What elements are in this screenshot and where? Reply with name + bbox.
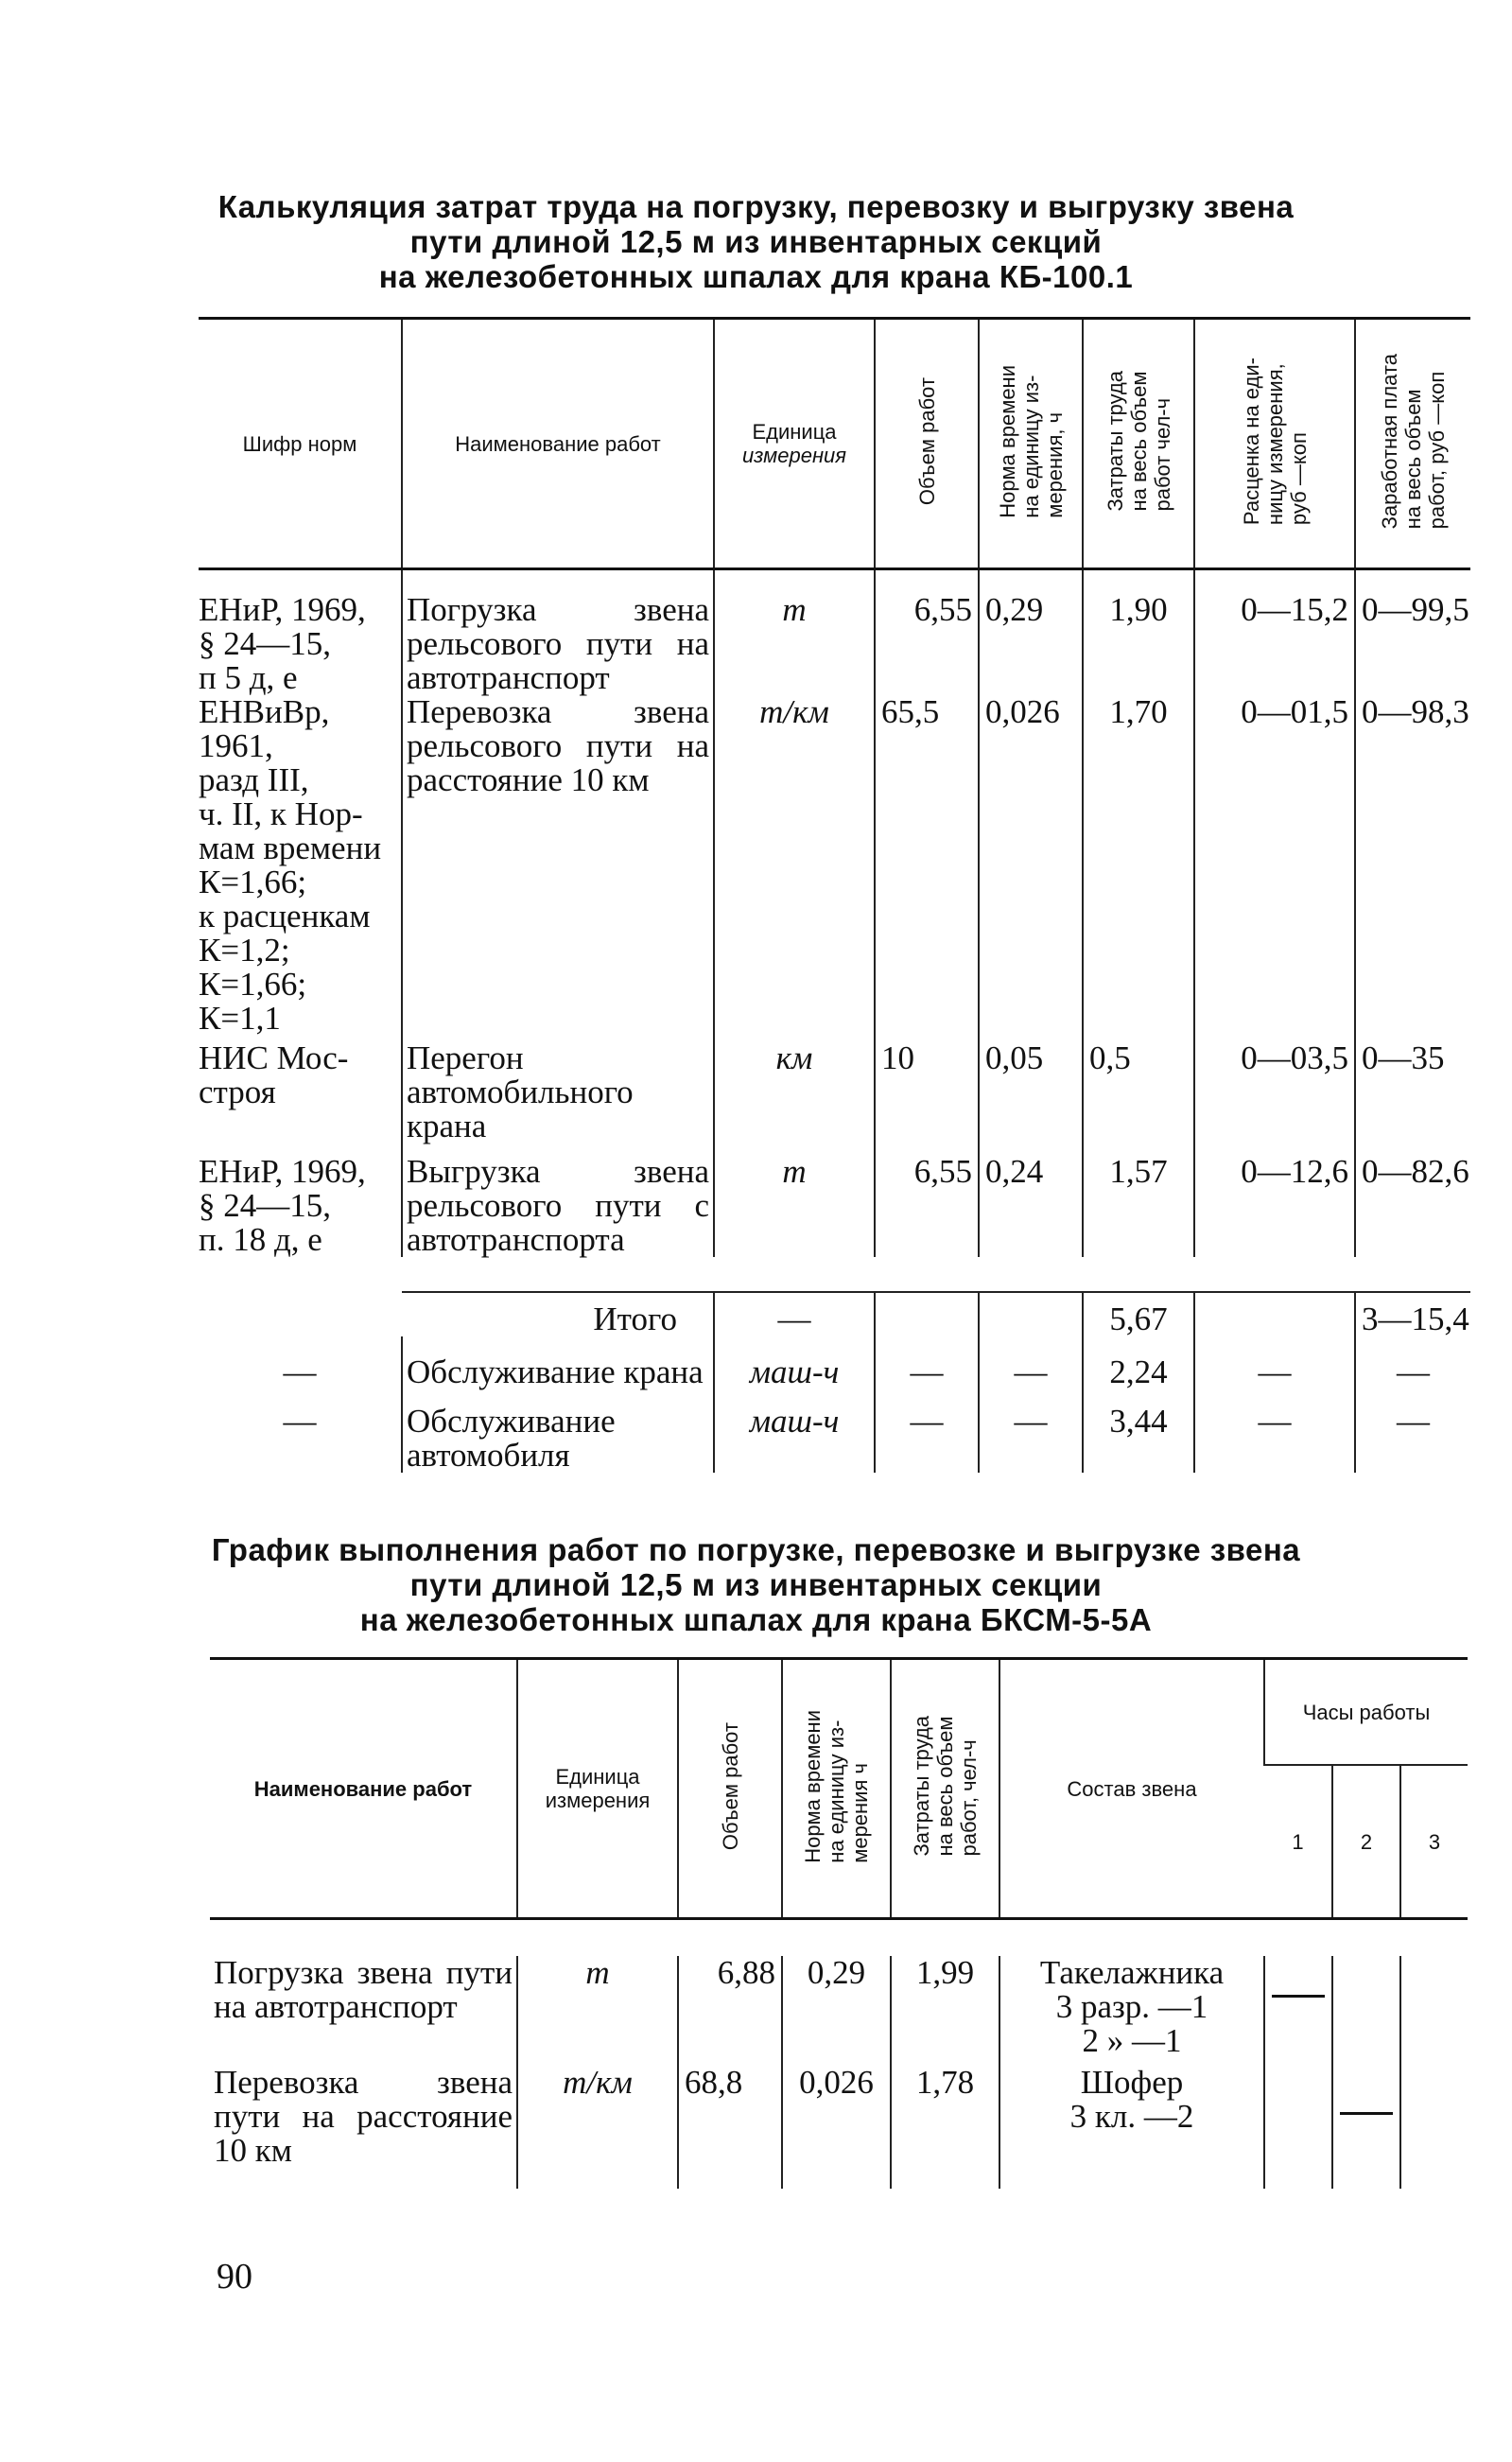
- volume: 10: [875, 1036, 979, 1144]
- norm-code-line: К=1,66;: [199, 864, 307, 900]
- norm-code-line: НИС Мос-: [199, 1039, 349, 1076]
- hour-3-cell: [1400, 1956, 1468, 2058]
- norm-code-cell: [199, 1144, 402, 1257]
- header-hour-1: 1: [1264, 1765, 1332, 1919]
- norm-code-line: § 24—15,: [199, 1187, 331, 1224]
- volume: —: [875, 1336, 979, 1389]
- hour-1-cell: [1264, 2058, 1332, 2189]
- volume: —: [875, 1389, 979, 1473]
- work-name: Перевозка звена рельсового пути на расстояние 10 км: [402, 695, 714, 1036]
- hour-3-cell: [1400, 2058, 1468, 2189]
- time-norm: 0,24: [979, 1144, 1083, 1257]
- header-rate-line: ницу измерения,: [1262, 363, 1287, 526]
- wage: —: [1355, 1389, 1470, 1473]
- labor-cost: 1,99: [891, 1956, 999, 2058]
- total-unit: —: [714, 1292, 875, 1336]
- header-norm: [979, 319, 1083, 569]
- norm-code-cell: —: [283, 1403, 317, 1440]
- norm-code-line: п. 18 д, е: [199, 1221, 322, 1258]
- work-schedule-table: [210, 1657, 1468, 2189]
- norm-code-line: к расценкам: [199, 898, 371, 934]
- header-labor: [1083, 319, 1194, 569]
- crew-line: 2 » —1: [1082, 2022, 1182, 2059]
- crew-composition: [999, 2058, 1264, 2189]
- norm-code-line: ЕНВиВр,: [199, 693, 330, 730]
- page-number: 90: [217, 2257, 252, 2296]
- header-rate: [1194, 319, 1355, 569]
- header-volume: [678, 1659, 782, 1919]
- unit: т: [517, 1956, 678, 2058]
- wage: —: [1355, 1336, 1470, 1389]
- header-norm: [782, 1659, 891, 1919]
- labor-cost: 2,24: [1083, 1336, 1194, 1389]
- norm-code-line: разд III,: [199, 761, 309, 798]
- unit: маш-ч: [714, 1336, 875, 1389]
- header-volume: [875, 319, 979, 569]
- crew-line: Такелажника: [1039, 1954, 1225, 1991]
- table2-title: [0, 1532, 1512, 1637]
- header-work: Наименование работ: [210, 1659, 517, 1919]
- total-label: Итого: [402, 1292, 714, 1336]
- header-unit: [517, 1659, 678, 1919]
- schedule-bar: [1272, 1995, 1325, 1998]
- table2-title-line: на железобетонных шпалах для крана БКСМ-5-5А: [359, 1602, 1153, 1637]
- labor-cost: 1,78: [891, 2058, 999, 2189]
- norm-code-line: мам времени: [199, 829, 382, 866]
- norm-code-cell: [199, 569, 402, 696]
- labor-cost-table: [199, 317, 1470, 1473]
- norm-code-cell: [199, 1036, 402, 1144]
- header-unit-line: Единица: [555, 1765, 640, 1789]
- work-name: Выгрузка звена рельсового пути с автотранспорта: [402, 1144, 714, 1257]
- header-code: Шифр норм: [199, 319, 402, 569]
- header-labor-line: работ, чел-ч: [957, 1739, 981, 1857]
- unit: км: [714, 1036, 875, 1144]
- unit: маш-ч: [714, 1389, 875, 1473]
- table-row: [199, 1036, 1470, 1144]
- unit: т/км: [517, 2058, 678, 2189]
- header-labor-line: на весь объем: [933, 1716, 957, 1857]
- norm-code-line: К=1,2;: [199, 932, 290, 969]
- header-norm-line: на единицу из-: [1018, 375, 1043, 518]
- crew-line: 3 разр. —1: [1055, 1988, 1208, 2025]
- table2-title-line: График выполнения работ по погрузке, перевозке и выгрузке звена: [211, 1532, 1301, 1567]
- norm-code-line: К=1,1: [199, 1000, 281, 1037]
- norm-code-line: п 5 д, е: [199, 659, 298, 696]
- header-unit-line: измерения: [741, 444, 847, 467]
- norm-code-line: § 24—15,: [199, 625, 331, 662]
- unit-rate: —: [1194, 1336, 1355, 1389]
- header-unit-line: измерения: [545, 1789, 651, 1812]
- header-wage: [1355, 319, 1470, 569]
- hour-2-cell: [1332, 1956, 1400, 2058]
- norm-code-line: ЕНиР, 1969,: [199, 591, 366, 628]
- table1-title: [0, 189, 1512, 294]
- time-norm: —: [979, 1389, 1083, 1473]
- volume: 6,55: [875, 569, 979, 696]
- header-hour-2: 2: [1332, 1765, 1400, 1919]
- work-name: Обслуживание автомобиля: [402, 1389, 714, 1473]
- work-name: Перевозка звена пути на расстояние 10 км: [214, 2064, 513, 2169]
- time-norm: 0,05: [979, 1036, 1083, 1144]
- hour-1-cell: [1264, 1956, 1332, 2058]
- header-volume-text: Объем работ: [914, 376, 939, 506]
- table-row: [199, 1144, 1470, 1257]
- header-norm-line: Норма времени: [995, 364, 1019, 518]
- crew-composition: [999, 1956, 1264, 2058]
- header-volume-text: Объем работ: [718, 1721, 742, 1851]
- time-norm: 0,026: [979, 695, 1083, 1036]
- work-name: Погрузка звена рельсового пути на автотранспорт: [402, 569, 714, 696]
- header-labor-line: Затраты труда: [910, 1716, 933, 1857]
- volume: 68,8: [678, 2058, 782, 2189]
- total-wage: 3—15,4: [1355, 1292, 1470, 1336]
- norm-code-line: строя: [199, 1074, 276, 1110]
- header-labor: [891, 1659, 999, 1919]
- header-wage-line: Заработная плата: [1378, 353, 1401, 530]
- volume: 65,5: [875, 695, 979, 1036]
- volume: 6,88: [678, 1956, 782, 2058]
- unit: т: [714, 569, 875, 696]
- labor-cost: 0,5: [1083, 1036, 1194, 1144]
- crew-line: 3 кл. —2: [1069, 2098, 1194, 2135]
- header-hour-3: 3: [1400, 1765, 1468, 1919]
- work-name: Перегон автомобильного крана: [402, 1036, 714, 1144]
- volume: 6,55: [875, 1144, 979, 1257]
- labor-cost: 3,44: [1083, 1389, 1194, 1473]
- time-norm: —: [979, 1336, 1083, 1389]
- unit-rate: 0—03,5: [1194, 1036, 1355, 1144]
- crew-line: Шофер: [1080, 2064, 1184, 2101]
- header-labor-line: на весь объем: [1126, 371, 1151, 512]
- schedule-bar: [1340, 2112, 1393, 2115]
- norm-code-line: 1961,: [199, 727, 273, 764]
- norm-code-cell: [199, 695, 402, 1036]
- header-unit-line: Единица: [752, 420, 837, 444]
- wage: 0—98,3: [1355, 695, 1470, 1036]
- table1-title-line: Калькуляция затрат труда на погрузку, перевозку и выгрузку звена: [217, 189, 1295, 224]
- unit: т/км: [714, 695, 875, 1036]
- wage: 0—35: [1355, 1036, 1470, 1144]
- norm-code-line: ч. II, к Нор-: [199, 795, 363, 832]
- header-rate-line: Расценка на еди-: [1239, 357, 1263, 526]
- work-name: Обслуживание крана: [402, 1336, 714, 1389]
- header-wage-line: на весь объем: [1401, 389, 1425, 530]
- wage: 0—99,5: [1355, 569, 1470, 696]
- header-wage-line: работ, руб —коп: [1425, 371, 1449, 530]
- header-norm-line: мерения, ч: [1042, 411, 1067, 518]
- unit-rate: 0—15,2: [1194, 569, 1355, 696]
- table-row: [199, 1336, 1470, 1389]
- labor-cost: 1,90: [1083, 569, 1194, 696]
- table1-title-line: пути длиной 12,5 м из инвентарных секций: [409, 224, 1103, 259]
- work-name: Погрузка звена пути на автотранспорт: [214, 1954, 513, 2025]
- table-row: [199, 695, 1470, 1036]
- header-norm-line: на единицу из-: [825, 1720, 848, 1863]
- time-norm: 0,026: [782, 2058, 891, 2189]
- header-rate-line: руб —коп: [1286, 432, 1311, 526]
- norm-code-cell: —: [283, 1353, 317, 1390]
- total-row: [199, 1292, 1470, 1336]
- table-row: [210, 2058, 1468, 2189]
- header-norm-line: мерения ч: [848, 1762, 872, 1863]
- labor-cost: 1,70: [1083, 695, 1194, 1036]
- table1-title-line: на железобетонных шпалах для крана КБ-100.1: [378, 259, 1134, 294]
- unit-rate: 0—12,6: [1194, 1144, 1355, 1257]
- header-norm-line: Норма времени: [801, 1709, 825, 1863]
- table-row: [210, 1956, 1468, 2058]
- header-labor-line: Затраты труда: [1103, 371, 1127, 512]
- header-hours: Часы работы: [1264, 1659, 1468, 1766]
- unit: т: [714, 1144, 875, 1257]
- table-row: [199, 1389, 1470, 1473]
- time-norm: 0,29: [979, 569, 1083, 696]
- norm-code-line: ЕНиР, 1969,: [199, 1153, 366, 1190]
- header-labor-line: работ чел-ч: [1150, 398, 1174, 512]
- unit-rate: 0—01,5: [1194, 695, 1355, 1036]
- header-crew: Состав звена: [999, 1659, 1264, 1919]
- wage: 0—82,6: [1355, 1144, 1470, 1257]
- total-labor: 5,67: [1083, 1292, 1194, 1336]
- hour-2-cell: [1332, 2058, 1400, 2189]
- table2-title-line: пути длиной 12,5 м из инвентарных секции: [409, 1567, 1103, 1602]
- time-norm: 0,29: [782, 1956, 891, 2058]
- labor-cost: 1,57: [1083, 1144, 1194, 1257]
- unit-rate: —: [1194, 1389, 1355, 1473]
- header-unit: [714, 319, 875, 569]
- table-row: [199, 569, 1470, 696]
- norm-code-line: К=1,66;: [199, 966, 307, 1003]
- header-work: Наименование работ: [402, 319, 714, 569]
